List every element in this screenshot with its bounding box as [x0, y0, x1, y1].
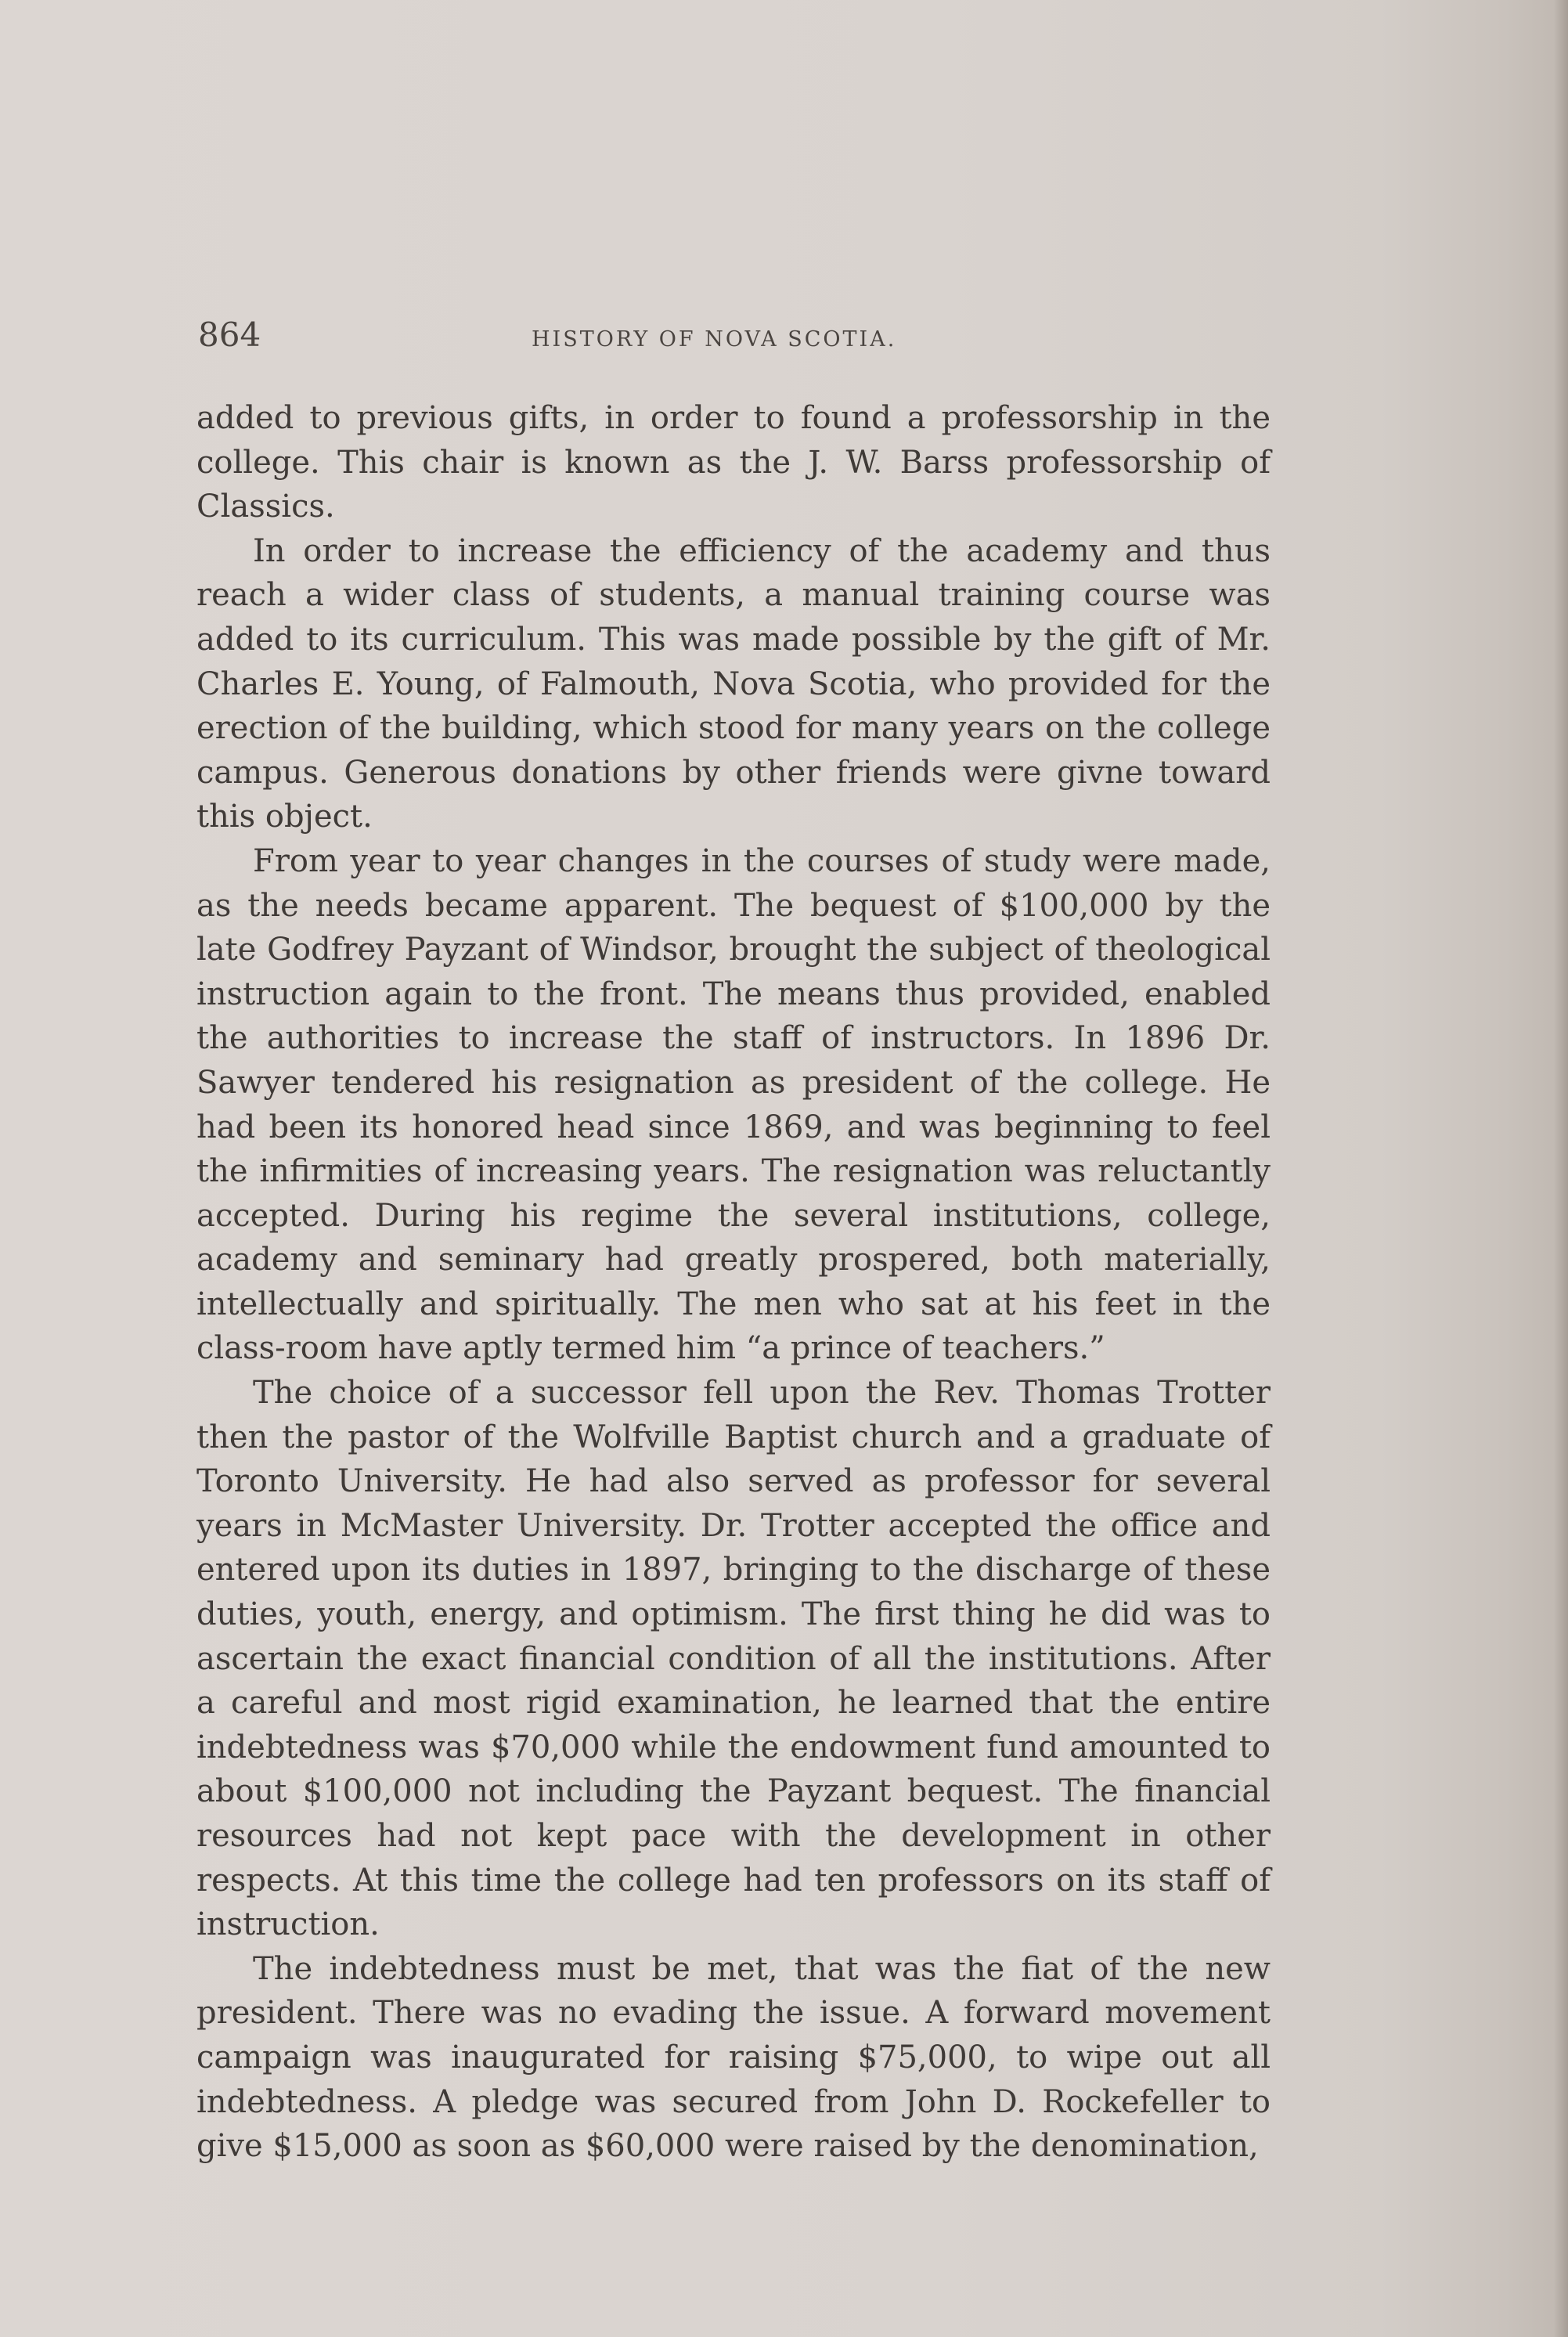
page-edge-shadow [1554, 0, 1568, 2337]
paragraph: The indebtedness must be met, that was the fiat of the new president. There was no evading the issue. A forward movement campaign was inaugurated for raising $75,000, to wipe out all indebtedness. A pledge was secured from John D. Rockefeller to give $15,000 as soon as $60,000 were raised by the denomination, [196, 1950, 1271, 2165]
running-head: HISTORY OF NOVA SCOTIA. [532, 327, 897, 352]
paragraph: From year to year changes in the courses of study were made, as the needs became apparent. The bequest of $100,000 by the late Godfrey Payzant of Windsor, brought the subject of theological instruction again to the front. The means thus provided, enabled the authorities to increase the staff of instructors. In 1896 Dr. Sawyer tendered his resignation as president of the college. He had been its honored head since 1869, and was beginning to feel the infirmities of increasing years. The resignation was reluctantly accepted. During his regime the several institutions, college, academy and seminary had greatly prospered, both materially, intellectually and spiritually. The men who sat at his feet in the class-room have aptly termed him “a prince of teachers.” [196, 842, 1271, 1367]
paragraph: In order to increase the efficiency of the academy and thus reach a wider class of students, a manual training course was added to its curriculum. This was made possible by the gift of Mr. Charles E. Young, of Falmouth, Nova Scotia, who provided for the erection of the building, which stood for many years on the college campus. Generous donations by other friends were givne toward this object. [196, 532, 1271, 835]
page-header [198, 312, 1271, 359]
paragraph: added to previous gifts, in order to found a professorship in the college. This chair is known as the J. W. Barss professorship of Classics. [196, 400, 1271, 525]
page-number: 864 [198, 316, 261, 354]
body-text [196, 396, 1271, 2169]
paragraph: The choice of a successor fell upon the Rev. Thomas Trotter then the pastor of the Wolfville Baptist church and a graduate of Toronto University. He had also served as professor for several years in McMaster University. Dr. Trotter accepted the office and entered upon its duties in 1897, bringing to the discharge of these duties, youth, energy, and optimism. The first thing he did was to ascertain the exact financial condition of all the institutions. After a careful and most rigid examination, he learned that the entire indebtedness was $70,000 while the endowment fund amounted to about $100,000 not including the Payzant bequest. The financial resources had not kept pace with the development in other respects. At this time the college had ten professors on its staff of instruction. [196, 1375, 1271, 1943]
